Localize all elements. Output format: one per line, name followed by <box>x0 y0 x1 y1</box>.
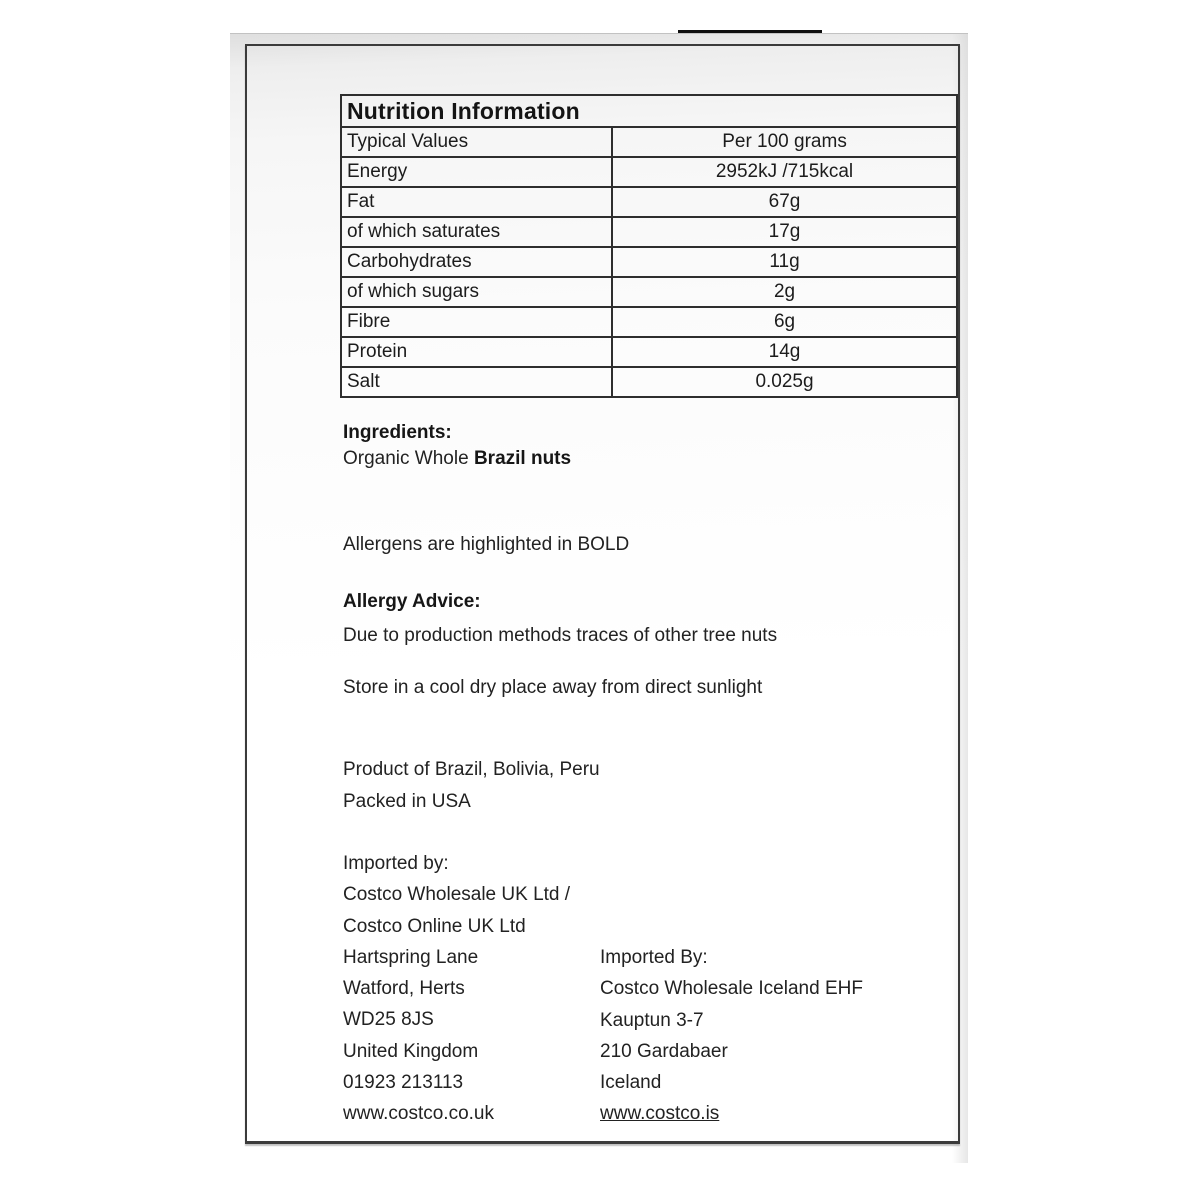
nutrient-value: 2g <box>612 277 957 307</box>
uk-importer-block <box>343 848 570 1130</box>
nutrient-value: 67g <box>612 187 957 217</box>
allergen-ingredient: Brazil nuts <box>473 448 572 469</box>
uk-website: www.costco.co.uk <box>343 1103 494 1125</box>
ingredients-prefix: Organic Whole <box>343 448 474 469</box>
nutrient-label: of which saturates <box>341 217 612 247</box>
table-row <box>341 247 957 277</box>
uk-address-line: Costco Online UK Ltd <box>343 915 526 937</box>
nutrient-label: Fat <box>341 187 612 217</box>
ingredients-heading: Ingredients: <box>343 422 452 443</box>
table-row <box>341 337 957 367</box>
iceland-importer-heading: Imported By: <box>600 947 708 968</box>
table-row <box>341 127 957 157</box>
nutrient-value: 11g <box>612 247 957 277</box>
iceland-importer-block <box>600 942 863 1130</box>
uk-address-line: Watford, Herts <box>343 978 465 1000</box>
uk-address-line: United Kingdom <box>343 1040 479 1062</box>
storage-instructions: Store in a cool dry place away from direct sunlight <box>343 677 763 698</box>
country-of-origin: Product of Brazil, Bolivia, Peru <box>343 759 600 780</box>
iceland-address-line: Iceland <box>600 1072 662 1094</box>
nutrient-label: of which sugars <box>341 277 612 307</box>
table-row <box>341 187 957 217</box>
packed-in: Packed in USA <box>343 791 471 812</box>
uk-address-line: WD25 8JS <box>343 1009 434 1031</box>
nutrient-label: Protein <box>341 337 612 367</box>
ingredients-line <box>343 448 571 470</box>
table-row <box>341 307 957 337</box>
iceland-address-line: 210 Gardabaer <box>600 1040 728 1062</box>
iceland-website: www.costco.is <box>600 1103 720 1125</box>
allergens-note: Allergens are highlighted in BOLD <box>343 534 630 555</box>
uk-phone: 01923 213113 <box>343 1072 464 1094</box>
nutrient-label: Energy <box>341 157 612 187</box>
uk-importer-heading: Imported by: <box>343 853 449 874</box>
column-header-label: Typical Values <box>341 127 612 157</box>
nutrient-value: 0.025g <box>612 367 957 397</box>
table-row <box>341 217 957 247</box>
nutrient-value: 14g <box>612 337 957 367</box>
table-row <box>341 277 957 307</box>
iceland-address-line: Kauptun 3-7 <box>600 1009 704 1031</box>
nutrient-value: 17g <box>612 217 957 247</box>
nutrient-value: 6g <box>612 307 957 337</box>
uk-address-line: Hartspring Lane <box>343 946 479 968</box>
table-row <box>341 367 957 397</box>
nutrition-table <box>340 94 958 398</box>
allergy-advice-heading: Allergy Advice: <box>343 591 481 612</box>
nutrient-label: Fibre <box>341 307 612 337</box>
iceland-address-line: Costco Wholesale Iceland EHF <box>600 978 863 1000</box>
column-header-value: Per 100 grams <box>612 127 957 157</box>
nutrient-label: Salt <box>341 367 612 397</box>
nutrient-label: Carbohydrates <box>341 247 612 277</box>
nutrition-table-title: Nutrition Information <box>341 95 957 127</box>
table-row <box>341 157 957 187</box>
allergy-advice-text: Due to production methods traces of other tree nuts <box>343 625 778 646</box>
uk-address-line: Costco Wholesale UK Ltd / <box>343 884 571 906</box>
nutrient-value: 2952kJ /715kcal <box>612 157 957 187</box>
label-page <box>230 33 968 1163</box>
